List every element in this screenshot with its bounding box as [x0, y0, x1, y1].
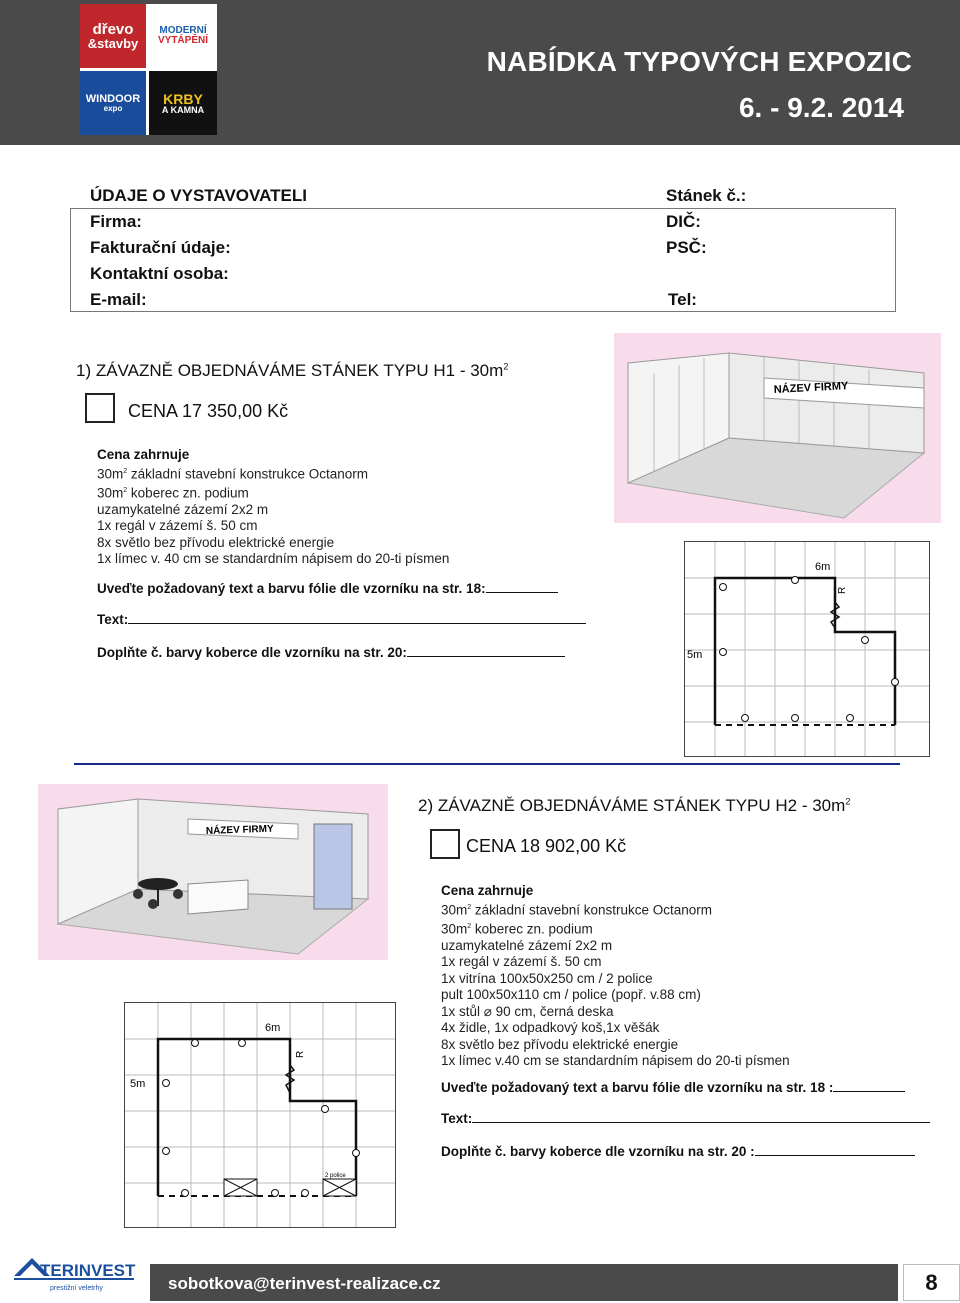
fair-logos — [80, 4, 217, 135]
page-number: 8 — [903, 1264, 960, 1301]
page-title: NABÍDKA TYPOVÝCH EXPOZIC — [486, 46, 912, 77]
h1-text-row: Text: — [97, 612, 586, 627]
tel-field[interactable]: Tel: — [668, 290, 697, 309]
h1-include-item: 1x regál v zázemí š. 50 cm — [97, 518, 258, 533]
krby-a-kamna-logo: KRBY A KAMNA — [149, 71, 217, 135]
h2-text-row: Text: — [441, 1111, 930, 1126]
h1-include-item: 1x límec v. 40 cm se standardním nápisem do 20-ti písmen — [97, 551, 450, 566]
stand-number-label: Stánek č.: — [666, 186, 747, 205]
terinvest-logo — [10, 1254, 140, 1298]
h1-text-request: Uveďte požadovaný text a barvu fólie dle vzorníku na str. 18: — [97, 581, 558, 596]
contact-field[interactable]: Kontaktní osoba: — [90, 264, 229, 283]
moderni-vytapeni-logo: MODERNÍ VYTÁPĚNÍ — [149, 4, 217, 68]
h2-include-item: $30m^2$ základní stavební konstrukce Octanorm — [441, 902, 713, 917]
psc-field[interactable]: PSČ: — [666, 238, 707, 257]
h1-text-input[interactable] — [128, 612, 586, 624]
h2-include-item: uzamykatelné zázemí 2x2 m — [441, 937, 613, 953]
h2-include-item: 1x stůl ⌀ 90 cm, černá deska — [441, 1003, 614, 1019]
h1-plan-storage: R — [837, 586, 848, 594]
h2-include-item: $30m^2$ koberec zn. podium — [441, 921, 593, 936]
h1-include-item: $30m^2$ koberec zn. podium — [97, 485, 249, 500]
h2-include-item: 4x židle, 1x odpadkový koš,1x věšák — [441, 1020, 660, 1035]
h1-includes-list — [97, 464, 617, 568]
h2-plan-shelf-label: 2 police — [325, 1173, 346, 1179]
h2-include-item: 1x vitrína 100x50x250 cm / 2 police — [441, 970, 653, 986]
h2-title: 2) ZÁVAZNĚ OBJEDNÁVÁME STÁNEK TYPU $H2 - 30m^2$ — [418, 796, 851, 815]
dic-field[interactable]: DIČ: — [666, 212, 701, 231]
windoor-expo-logo: WINDOOR expo — [80, 71, 146, 135]
firm-field[interactable]: Firma: — [90, 212, 142, 231]
h1-title: 1) ZÁVAZNĚ OBJEDNÁVÁME STÁNEK TYPU $H1 - 30m^2$ — [76, 361, 509, 380]
h1-sign-text: NÁZEV FIRMY — [773, 380, 849, 396]
h2-price: CENA 18 902,00 Kč — [466, 836, 627, 856]
h1-plan-width: 6m — [815, 561, 831, 573]
h2-includes-heading: Cena zahrnuje — [441, 883, 534, 898]
h1-color-input[interactable] — [486, 581, 558, 593]
h1-plan-depth: 5m — [687, 649, 703, 661]
h2-sign-text: NÁZEV FIRMY — [205, 823, 274, 837]
h2-include-item: 1x límec v.40 cm se standardním nápisem do 20-ti písmen — [441, 1053, 790, 1068]
h1-includes-heading: Cena zahrnuje — [97, 447, 190, 462]
terinvest-brand: TERINVEST — [40, 1261, 136, 1280]
h2-carpet-input[interactable] — [755, 1144, 915, 1156]
h2-stand-rendering — [38, 784, 388, 960]
h2-include-item: 1x regál v zázemí š. 50 cm — [441, 954, 602, 969]
h2-include-item: pult 100x50x110 cm / police (popř. v.88 cm) — [441, 987, 701, 1002]
h2-include-item: 8x světlo bez přívodu elektrické energie — [441, 1036, 679, 1052]
h1-price: CENA 17 350,00 Kč — [128, 401, 289, 421]
h1-includes — [97, 447, 617, 568]
h2-includes — [441, 883, 941, 1070]
h2-plan-storage: R — [295, 1050, 306, 1058]
h1-carpet-row: Doplňte č. barvy koberce dle vzorníku na str. 20: — [97, 645, 565, 660]
h1-include-item: uzamykatelné zázemí 2x2 m — [97, 501, 269, 517]
exhibitor-form — [70, 208, 896, 312]
h2-includes-list — [441, 900, 941, 1070]
h2-order-checkbox[interactable] — [430, 829, 460, 859]
h1-carpet-input[interactable] — [407, 645, 565, 657]
exhibitor-heading: ÚDAJE O VYSTAVOVATELI — [90, 186, 307, 205]
h1-floor-plan — [684, 541, 930, 757]
h2-plan-depth: 5m — [130, 1078, 146, 1090]
h2-plan-width: 6m — [265, 1022, 281, 1034]
h1-stand-rendering — [614, 333, 941, 523]
h1-order-checkbox[interactable] — [85, 393, 115, 423]
h2-color-input[interactable] — [833, 1080, 905, 1092]
event-date: 6. - 9.2. 2014 — [738, 92, 904, 123]
h2-floor-plan — [124, 1002, 396, 1228]
billing-field[interactable]: Fakturační údaje: — [90, 238, 231, 257]
email-field[interactable]: E-mail: — [90, 290, 147, 309]
contact-email[interactable]: sobotkova@terinvest-realizace.cz — [150, 1264, 898, 1301]
h2-carpet-row: Doplňte č. barvy koberce dle vzorníku na str. 20 : — [441, 1144, 915, 1159]
h2-text-request: Uveďte požadovaný text a barvu fólie dle vzorníku na str. 18 : — [441, 1080, 905, 1095]
h1-include-item: $30m^2$ základní stavební konstrukce Octanorm — [97, 466, 369, 481]
h2-text-input[interactable] — [472, 1111, 930, 1123]
section-divider — [74, 763, 900, 765]
drevo-stavby-logo: dřevo &stavby — [80, 4, 146, 68]
h1-include-item: 8x světlo bez přívodu elektrické energie — [97, 534, 335, 550]
terinvest-tagline: prestižní veletrhy — [50, 1285, 103, 1292]
